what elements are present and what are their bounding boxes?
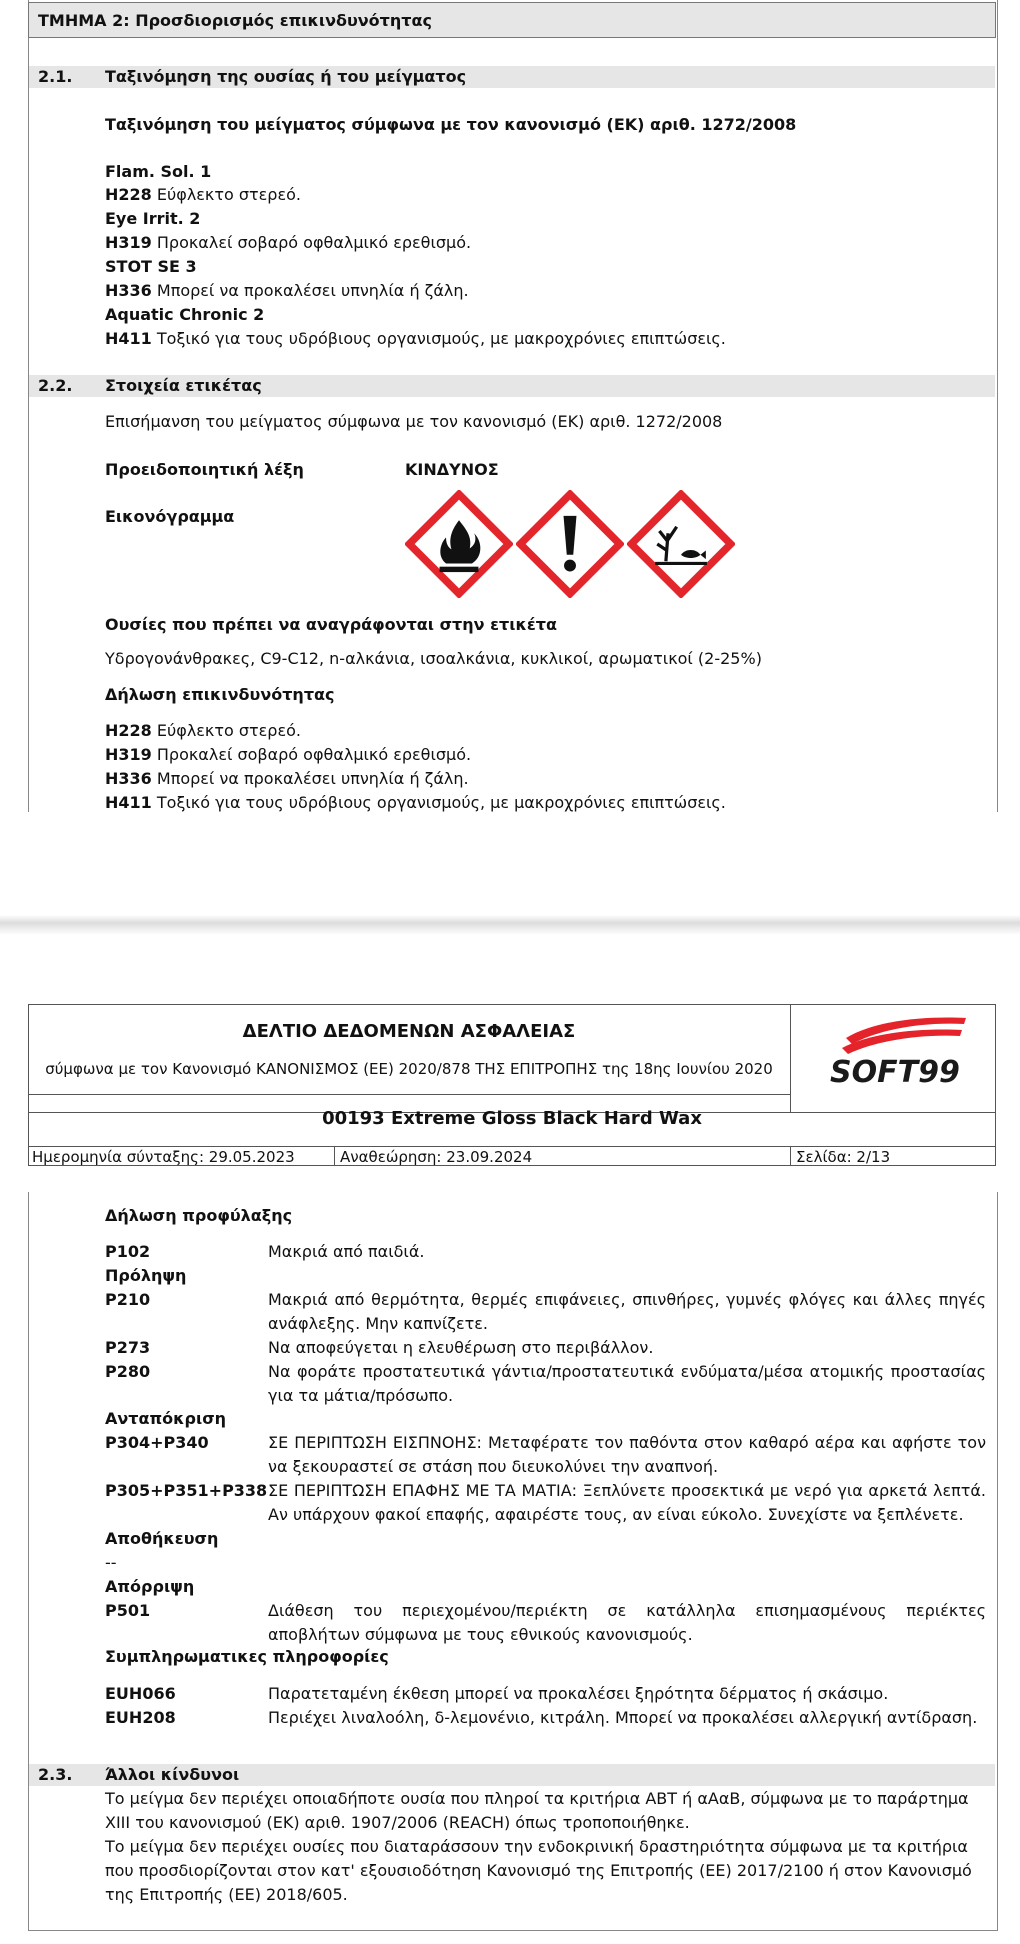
section-2-1-number: 2.1. — [38, 67, 73, 86]
other-hazards-text: Το μείγμα δεν περιέχει ουσίες που διαταράσσουν την ενδοκρινική δραστηριότητα σύμφωνα με τα κριτήρια — [105, 1837, 968, 1856]
class-statement: H319 Προκαλεί σοβαρό οφθαλμικό ερεθισμό. — [105, 233, 472, 252]
class-statement: H336 Μπορεί να προκαλέσει υπνηλία ή ζάλη. — [105, 281, 469, 300]
class-category: Flam. Sol. 1 — [105, 162, 212, 181]
class-category: STOT SE 3 — [105, 257, 197, 276]
class-category: Eye Irrit. 2 — [105, 209, 201, 228]
substances-text: Υδρογονάνθρακες, C9-C12, n-αλκάνια, ισοαλκάνια, κυκλικοί, αρωματικοί (2-25%) — [105, 649, 762, 668]
precaution-code: P273 — [105, 1338, 151, 1357]
labelling-subtitle: Επισήμανση του μείγματος σύμφωνα με τον κανονισμό (ΕΚ) αριθ. 1272/2008 — [105, 412, 723, 431]
product-name: 00193 Extreme Gloss Black Hard Wax — [322, 1108, 702, 1129]
precaution-text: ΣΕ ΠΕΡΙΠΤΩΣΗ ΕΠΑΦΗΣ ΜΕ ΤΑ ΜΑΤΙΑ: Ξεπλύνετε προσεκτικά με νερό για αρκετά λεπτά. Αν υπάρχουν φακοί επαφής, αφαιρέστε τους, αν είναι εύκολο. Συνεχίστε να ξεπλένετε. — [268, 1481, 986, 1524]
supplementary-code: EUH208 — [105, 1708, 176, 1727]
precaution-text: Να φοράτε προστατευτικά γάντια/προστατευτικά ενδύματα/μέσα ατομικής προστασίας για τα μάτια/πρόσωπο. — [268, 1362, 986, 1405]
svg-text:SOFT99: SOFT99 — [830, 1055, 960, 1086]
supplementary-code: EUH066 — [105, 1684, 176, 1703]
other-hazards-text: που προσδιορίζονται στον κατ' εξουσιοδότηση Κανονισμό της Επιτροπής (ΕΕ) 2017/2100 ή στον Κανονισμό — [105, 1861, 972, 1880]
precaution-text: Να αποφεύγεται η ελευθέρωση στο περιβάλλον. — [268, 1338, 654, 1357]
class-statement: H411 Τοξικό για τους υδρόβιους οργανισμούς, με μακροχρόνιες επιπτώσεις. — [105, 329, 726, 348]
storage-label: Αποθήκευση — [105, 1529, 219, 1548]
header-divider — [790, 1004, 791, 1112]
header-divider — [790, 1146, 791, 1166]
creation-date: Ημερομηνία σύνταξης: 29.05.2023 — [32, 1148, 295, 1166]
signal-word: ΚΙΝΔΥΝΟΣ — [405, 460, 499, 479]
environment-pictogram-icon — [627, 490, 735, 598]
supplementary-text: Περιέχει λιναλοόλη, δ-λεμονένιο, κιτράλη. Μπορεί να προκαλέσει αλλεργική αντίδραση. — [268, 1708, 978, 1727]
section-2-3-title: Άλλοι κίνδυνοι — [105, 1765, 240, 1784]
precaution-code: P304+P340 — [105, 1433, 209, 1452]
header-divider — [334, 1146, 335, 1166]
hazard-statement: H411 Τοξικό για τους υδρόβιους οργανισμούς, με μακροχρόνιες επιπτώσεις. — [105, 793, 726, 812]
substances-label: Ουσίες που πρέπει να αναγράφονται στην ετικέτα — [105, 615, 557, 634]
header-divider — [28, 1094, 790, 1095]
page-number: Σελίδα: 2/13 — [796, 1148, 891, 1166]
hazard-statement: H319 Προκαλεί σοβαρό οφθαλμικό ερεθισμό. — [105, 745, 472, 764]
section-2-title: ΤΜΗΜΑ 2: Προσδιορισμός επικινδυνότητας — [38, 11, 432, 30]
precaution-code: P280 — [105, 1362, 151, 1381]
classification-subtitle: Ταξινόμηση του μείγματος σύμφωνα με τον κανονισμό (ΕΚ) αριθ. 1272/2008 — [105, 115, 797, 134]
precaution-code: P305+P351+P338 — [105, 1481, 268, 1500]
section-2-3-number: 2.3. — [38, 1765, 73, 1784]
precaution-text: Μακριά από θερμότητα, θερμές επιφάνειες, σπινθήρες, γυμνές φλόγες και άλλες πηγές ανάφλεξης. Μην καπνίζετε. — [268, 1290, 986, 1333]
response-label: Ανταπόκριση — [105, 1409, 227, 1428]
prevention-label: Πρόληψη — [105, 1266, 187, 1285]
disposal-label: Απόρριψη — [105, 1577, 195, 1596]
class-category: Aquatic Chronic 2 — [105, 305, 265, 324]
other-hazards-text: XIII του κανονισμού (ΕΚ) αριθ. 1907/2006 (REACH) όπως τροποποιήθηκε. — [105, 1813, 690, 1832]
document-title: ΔΕΛΤΙΟ ΔΕΔΟΜΕΝΩΝ ΑΣΦΑΛΕΙΑΣ — [242, 1021, 576, 1042]
hazard-statement: H336 Μπορεί να προκαλέσει υπνηλία ή ζάλη. — [105, 769, 469, 788]
other-hazards-text: Το μείγμα δεν περιέχει οποιαδήποτε ουσία που πληροί τα κριτήρια ΑΒΤ ή αΑαΒ, σύμφωνα με το παράρτημα — [105, 1789, 969, 1808]
soft99-logo — [826, 1014, 972, 1086]
precaution-code: P210 — [105, 1290, 151, 1309]
regulation-reference: σύμφωνα με τον Κανονισμό ΚΑΝΟΝΙΣΜΟΣ (ΕΕ) 2020/878 ΤΗΣ ΕΠΙΤΡΟΠΗΣ της 18ης Ιουνίου 2020 — [45, 1060, 773, 1078]
flame-pictogram-icon — [405, 490, 513, 598]
supplementary-text: Παρατεταμένη έκθεση μπορεί να προκαλέσει ξηρότητα δέρματος ή σκάσιμο. — [268, 1684, 889, 1703]
signal-word-label: Προειδοποιητική λέξη — [105, 460, 304, 479]
precaution-code: P102 — [105, 1242, 151, 1261]
revision-date: Αναθεώρηση: 23.09.2024 — [340, 1148, 533, 1166]
storage-value: -- — [105, 1553, 117, 1572]
precaution-text: Διάθεση του περιεχομένου/περιέκτη σε κατάλληλα επισημασμένους περιέκτες αποβλήτων σύμφωνα με τους εθνικούς κανονισμούς. — [268, 1601, 986, 1644]
precaution-text: ΣΕ ΠΕΡΙΠΤΩΣΗ ΕΙΣΠΝΟΗΣ: Μεταφέρατε τον παθόντα στον καθαρό αέρα και αφήστε τον να ξεκουραστεί σε στάση που διευκολύνει την αναπνοή. — [268, 1433, 986, 1476]
exclamation-pictogram-icon — [516, 490, 624, 598]
supplementary-label: Συμπληρωματικες πληροφορίες — [105, 1647, 389, 1666]
section-2-2-number: 2.2. — [38, 376, 73, 395]
section-2-2-title: Στοιχεία ετικέτας — [105, 376, 262, 395]
page-separator — [0, 915, 1020, 935]
hazard-statement-label: Δήλωση επικινδυνότητας — [105, 685, 335, 704]
pictogram-label: Εικονόγραμμα — [105, 507, 235, 526]
precaution-label: Δήλωση προφύλαξης — [105, 1206, 293, 1225]
header-divider — [28, 1146, 996, 1147]
section-2-1-title: Ταξινόμηση της ουσίας ή του μείγματος — [105, 67, 467, 86]
other-hazards-text: της Επιτροπής (ΕΕ) 2018/605. — [105, 1885, 348, 1904]
precaution-code: P501 — [105, 1601, 151, 1620]
hazard-statement: H228 Εύφλεκτο στερεό. — [105, 721, 301, 740]
class-statement: H228 Εύφλεκτο στερεό. — [105, 185, 301, 204]
precaution-text: Μακριά από παιδιά. — [268, 1242, 425, 1261]
